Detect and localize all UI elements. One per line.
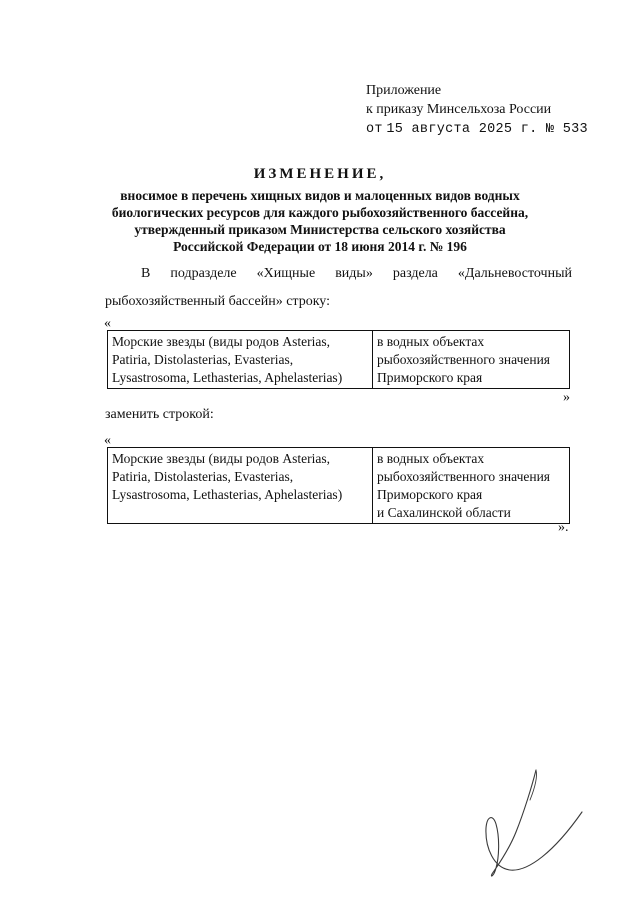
area-line: рыбохозяйственного значения (377, 469, 551, 484)
intro-paragraph-line1 (105, 264, 572, 284)
species-cell (108, 331, 373, 389)
appendix-line1: Приложение (366, 83, 442, 98)
title-heading: ИЗМЕНЕНИЕ, (253, 166, 387, 182)
open-quote: « (104, 316, 111, 331)
species-line: Морские звезды (виды родов Asterias, (112, 451, 330, 466)
area-line: и Сахалинской области (377, 505, 511, 520)
title-line: Российской Федерации от 18 июня 2014 г. № 196 (173, 239, 467, 254)
appendix-line2: к приказу Минсельхоза России (366, 102, 552, 117)
area-line: в водных объектах (377, 334, 485, 349)
replace-instruction: заменить строкой: (105, 407, 214, 422)
intro-paragraph-line2: рыбохозяйственный бассейн» строку: (105, 294, 331, 309)
species-cell (108, 448, 373, 524)
appendix-date-line (366, 119, 588, 139)
intro-paragraph (105, 264, 572, 312)
species-line: Patiria, Distolasterias, Evasterias, (112, 469, 294, 484)
appendix-date-prefix: от (366, 122, 383, 137)
intro-word: подразделе (170, 266, 237, 281)
new-row-table (107, 447, 570, 524)
intro-word: раздела (392, 266, 438, 281)
open-quote: « (104, 433, 111, 448)
intro-word: «Хищные (256, 266, 316, 281)
close-quote-final: ». (558, 520, 569, 535)
appendix-block (366, 81, 588, 139)
intro-word: В (141, 266, 151, 281)
title-line: утвержденный приказом Министерства сельского хозяйства (134, 222, 506, 237)
area-cell (373, 331, 570, 389)
area-line: в водных объектах (377, 451, 485, 466)
species-line: Patiria, Distolasterias, Evasterias, (112, 352, 294, 367)
area-line: Приморского края (377, 487, 483, 502)
table-row (108, 331, 570, 389)
area-line: Приморского края (377, 370, 483, 385)
appendix-date: 15 августа 2025 г. № 533 (386, 122, 588, 137)
intro-word: виды» (335, 266, 373, 281)
species-line: Морские звезды (виды родов Asterias, (112, 334, 330, 349)
species-line: Lysastrosoma, Lethasterias, Aphelasterias) (112, 487, 343, 502)
document-title (80, 163, 560, 255)
close-quote: » (563, 390, 570, 405)
title-line: вносимое в перечень хищных видов и малоценных видов водных (120, 188, 520, 203)
area-line: рыбохозяйственного значения (377, 352, 551, 367)
intro-word: «Дальневосточный (457, 266, 572, 281)
title-line: биологических ресурсов для каждого рыбохозяйственного бассейна, (111, 205, 529, 220)
signature-mark (474, 764, 594, 884)
table-row (108, 448, 570, 524)
species-line: Lysastrosoma, Lethasterias, Aphelasterias) (112, 370, 343, 385)
area-cell (373, 448, 570, 524)
old-row-table (107, 330, 570, 389)
